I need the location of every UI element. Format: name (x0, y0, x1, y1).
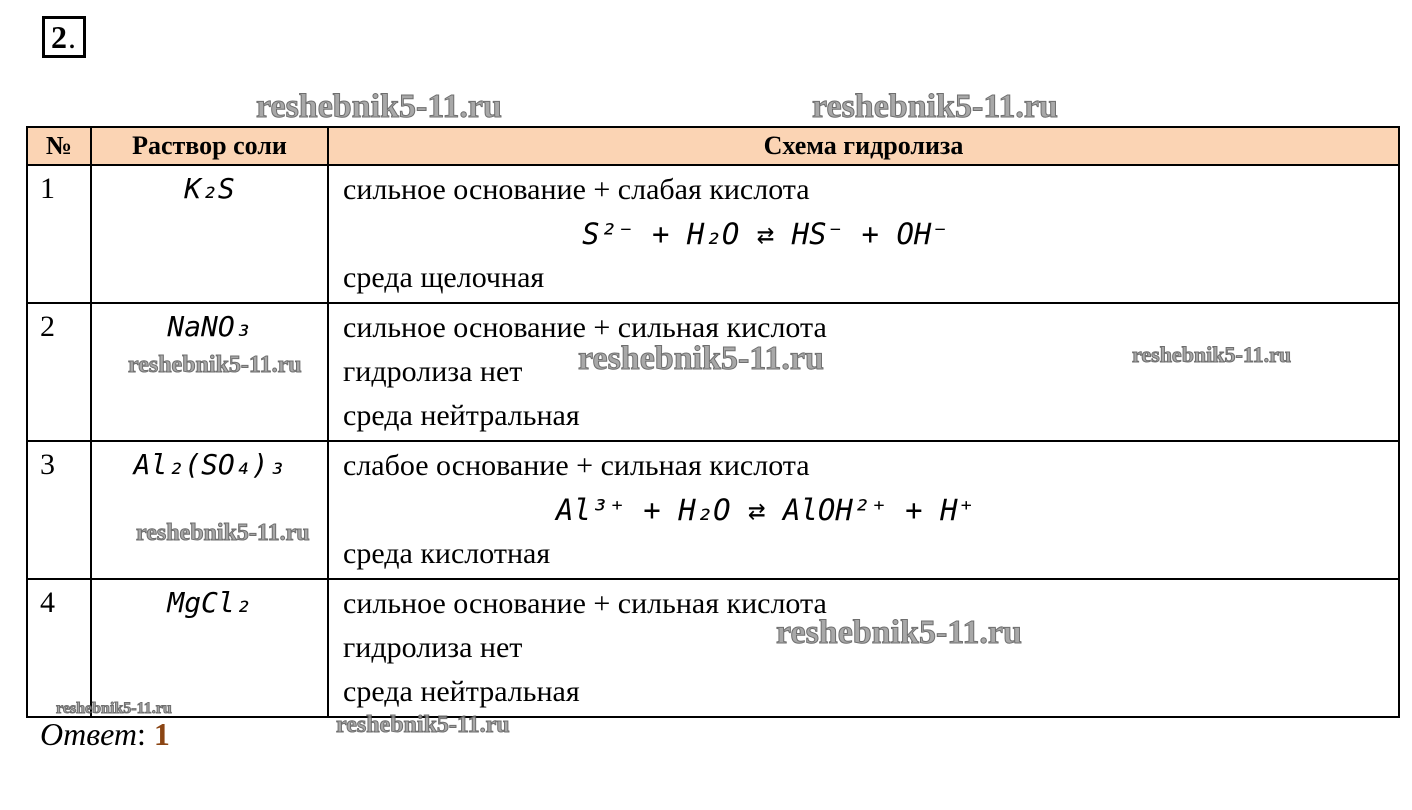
salt-formula (91, 579, 328, 717)
salt-formula-text: NaNO₃ (167, 310, 252, 343)
watermark: reshebnik5-11.ru (812, 88, 1058, 125)
watermark: reshebnik5-11.ru (1132, 342, 1292, 367)
watermark: reshebnik5-11.ru (776, 614, 1022, 651)
row-number: 4 (27, 579, 91, 717)
table-row (27, 303, 1399, 441)
watermark: reshebnik5-11.ru (336, 712, 510, 738)
header-scheme: Схема гидролиза (328, 127, 1399, 165)
salt-formula (91, 303, 328, 441)
scheme-medium: среда нейтральная (343, 399, 580, 432)
watermark: reshebnik5-11.ru (56, 700, 172, 717)
watermark: reshebnik5-11.ru (578, 340, 824, 377)
scheme-line: сильное основание + сильная кислота (343, 311, 827, 344)
row-number: 3 (27, 441, 91, 579)
scheme-line: сильное основание + слабая кислота (343, 173, 810, 206)
scheme-line: слабое основание + сильная кислота (343, 449, 810, 482)
watermark: reshebnik5-11.ru (256, 88, 502, 125)
salt-formula (91, 441, 328, 579)
answer-value: 1 (153, 716, 170, 752)
table-row (27, 441, 1399, 579)
task-number (42, 16, 86, 58)
answer-label: Ответ (40, 716, 137, 752)
task-number-value: 2 (51, 19, 67, 55)
table-header-row (27, 127, 1399, 165)
table-row (27, 165, 1399, 303)
hydrolysis-scheme (328, 303, 1399, 441)
row-number: 2 (27, 303, 91, 441)
hydrolysis-scheme (328, 165, 1399, 303)
salt-formula-text: K₂S (184, 172, 235, 205)
hydrolysis-scheme (328, 579, 1399, 717)
salt-formula-text: MgCl₂ (167, 586, 252, 619)
header-salt: Раствор соли (91, 127, 328, 165)
scheme-medium: среда щелочная (343, 261, 545, 294)
watermark: reshebnik5-11.ru (136, 520, 310, 546)
salt-formula-text: Al₂(SO₄)₃ (133, 448, 286, 481)
scheme-medium: среда нейтральная (343, 675, 580, 708)
answer (40, 716, 170, 753)
row-number: 1 (27, 165, 91, 303)
hydrolysis-scheme (328, 441, 1399, 579)
scheme-line: сильное основание + сильная кислота (343, 587, 827, 620)
watermark: reshebnik5-11.ru (128, 352, 302, 378)
answer-colon: : (137, 716, 146, 752)
task-number-dot: . (68, 19, 76, 55)
scheme-medium: среда кислотная (343, 537, 551, 570)
hydrolysis-table (26, 126, 1400, 718)
header-number: № (27, 127, 91, 165)
salt-formula (91, 165, 328, 303)
hydrolysis-equation: S²⁻ + H₂O ⇄ HS⁻ + OH⁻ (582, 217, 949, 251)
scheme-line: гидролиза нет (343, 631, 523, 664)
table-row (27, 579, 1399, 717)
hydrolysis-equation: Al³⁺ + H₂O ⇄ AlOH²⁺ + H⁺ (555, 493, 976, 527)
scheme-line: гидролиза нет (343, 355, 523, 388)
